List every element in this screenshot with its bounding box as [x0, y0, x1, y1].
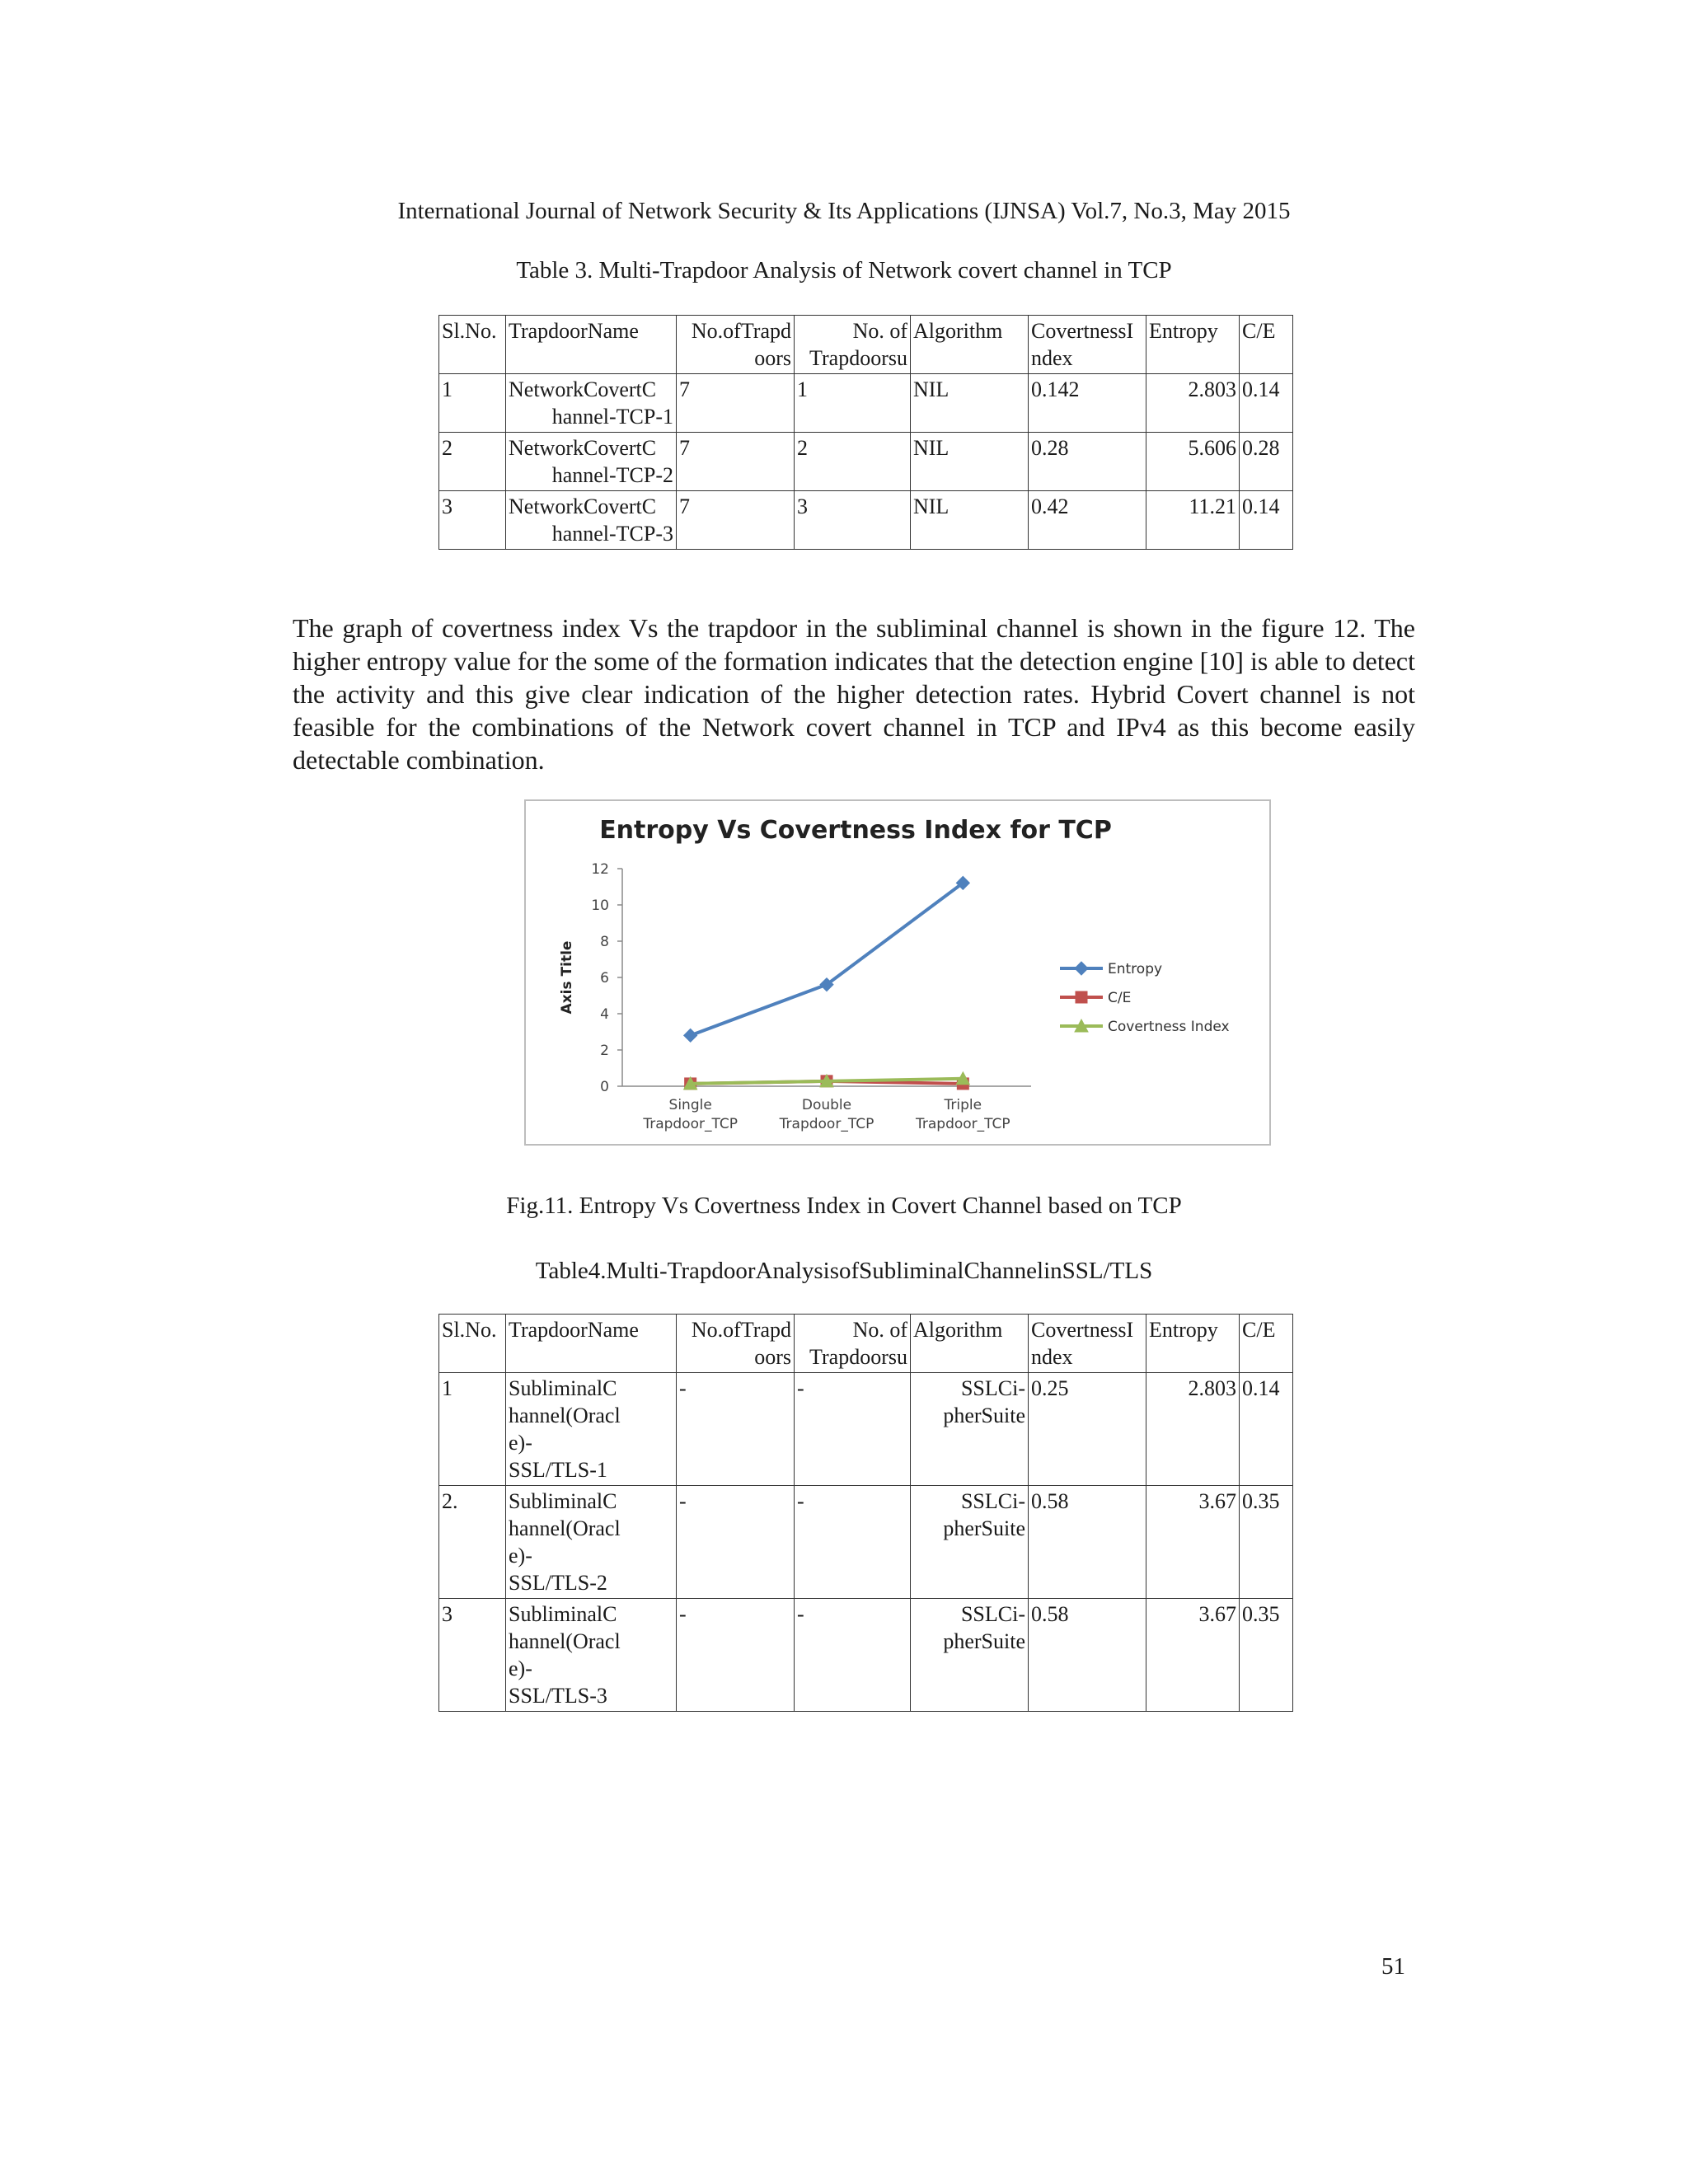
cell-slno: 3 [439, 491, 506, 550]
cell-ce: 0.35 [1240, 1599, 1293, 1712]
table4 [438, 1314, 1293, 1712]
col-header-no-of-trapdoors: No.ofTrapd oors [677, 1315, 795, 1373]
cell-no-of-trapdoors: 7 [677, 374, 795, 433]
cell-trapdoor-name [506, 1373, 677, 1486]
table-row [439, 1486, 1293, 1599]
col-header-entropy: Entropy [1146, 316, 1240, 374]
cell-no-of-trapdoors: - [677, 1486, 795, 1599]
y-tick-label: 6 [600, 970, 609, 987]
name-line: hannel(Oracl [509, 1404, 621, 1427]
cell-covertness: 0.142 [1029, 374, 1146, 433]
name-line: e)- [509, 1657, 532, 1680]
algorithm-line: SSLCi- [960, 1489, 1025, 1513]
name-line: hannel-TCP-3 [551, 522, 673, 546]
x-tick-label: Trapdoor_TCP [643, 1116, 738, 1132]
legend-label: C/E [1108, 990, 1132, 1006]
cell-algorithm: NIL [911, 491, 1029, 550]
legend-label: Covertness Index [1108, 1019, 1230, 1035]
cell-no-of-trapdoors: - [677, 1599, 795, 1712]
cell-trapdoor-name [506, 1486, 677, 1599]
cell-no-of-trapdoors: 7 [677, 491, 795, 550]
page-number: 51 [1381, 1953, 1405, 1980]
cell-entropy: 3.67 [1146, 1599, 1240, 1712]
cell-entropy: 2.803 [1146, 374, 1240, 433]
cell-trapdoor-name [506, 374, 677, 433]
algorithm-line: SSLCi- [960, 1602, 1025, 1626]
cell-covertness: 0.25 [1029, 1373, 1146, 1486]
x-tick-label: Double [801, 1097, 852, 1113]
table-row [439, 1373, 1293, 1486]
y-tick-label: 10 [591, 898, 609, 914]
table-row [439, 374, 1293, 433]
cell-covertness: 0.58 [1029, 1486, 1146, 1599]
name-line: NetworkCovertC [509, 494, 657, 518]
col-header-slno: Sl.No. [439, 1315, 506, 1373]
cell-ce: 0.35 [1240, 1486, 1293, 1599]
name-line: SSL/TLS-1 [509, 1458, 607, 1482]
table3 [438, 315, 1293, 550]
cell-entropy: 2.803 [1146, 1373, 1240, 1486]
cell-algorithm: NIL [911, 374, 1029, 433]
table-row [439, 491, 1293, 550]
cell-algorithm [911, 1599, 1029, 1712]
figure-11 [524, 799, 1271, 1146]
cell-algorithm: NIL [911, 433, 1029, 491]
entropy-chart [526, 801, 1269, 1144]
name-line: hannel(Oracl [509, 1516, 621, 1540]
legend-marker [1075, 962, 1088, 975]
table3-header-row [439, 316, 1293, 374]
col-header-trapdoor-name: TrapdoorName [506, 1315, 677, 1373]
cell-trapdoors-used: 3 [795, 491, 911, 550]
cell-slno: 2. [439, 1486, 506, 1599]
cell-ce: 0.14 [1240, 1373, 1293, 1486]
legend-label: Entropy [1108, 961, 1163, 977]
name-line: SubliminalC [509, 1602, 617, 1626]
algorithm-line: pherSuite [943, 1516, 1025, 1540]
cell-covertness: 0.28 [1029, 433, 1146, 491]
name-line: e)- [509, 1544, 532, 1568]
cell-entropy: 5.606 [1146, 433, 1240, 491]
y-tick-label: 8 [600, 934, 609, 950]
cell-trapdoors-used: - [795, 1373, 911, 1486]
algorithm-line: pherSuite [943, 1404, 1025, 1427]
cell-ce: 0.14 [1240, 491, 1293, 550]
chart-title: Entropy Vs Covertness Index for TCP [599, 816, 1112, 845]
col-header-covertness-index: CovertnessI ndex [1029, 316, 1146, 374]
col-header-algorithm: Algorithm [911, 1315, 1029, 1373]
x-tick-label: Trapdoor_TCP [779, 1116, 874, 1132]
algorithm-line: SSLCi- [960, 1376, 1025, 1400]
name-line: hannel(Oracl [509, 1629, 621, 1653]
cell-trapdoors-used: - [795, 1486, 911, 1599]
x-tick-label: Triple [944, 1097, 982, 1113]
name-line: SSL/TLS-3 [509, 1684, 607, 1708]
name-line: hannel-TCP-1 [551, 405, 673, 429]
table3-caption: Table 3. Multi-Trapdoor Analysis of Network covert channel in TCP [516, 257, 1172, 284]
cell-slno: 1 [439, 1373, 506, 1486]
body-paragraph: The graph of covertness index Vs the trapdoor in the subliminal channel is shown in the figure 12. The higher entropy value for the some of the formation indicates that the detection engine [10] is able to detect the activity and this give clear indication of the higher detection rates. Hybrid Covert channel is not feasible for the combinations of the Network covert channel in TCP and IPv4 as this become easily detectable combination. [293, 613, 1415, 775]
cell-no-of-trapdoors: 7 [677, 433, 795, 491]
cell-algorithm [911, 1486, 1029, 1599]
y-axis-title: Axis Title [559, 940, 575, 1015]
cell-trapdoor-name [506, 433, 677, 491]
y-tick-label: 2 [600, 1043, 609, 1059]
table4-header-row [439, 1315, 1293, 1373]
cell-covertness: 0.58 [1029, 1599, 1146, 1712]
cell-slno: 3 [439, 1599, 506, 1712]
name-line: SSL/TLS-2 [509, 1571, 607, 1595]
col-header-ce: C/E [1240, 1315, 1293, 1373]
cell-slno: 2 [439, 433, 506, 491]
col-header-no-of-trapdoors: No.ofTrapd oors [677, 316, 795, 374]
name-line: hannel-TCP-2 [551, 463, 673, 487]
data-point [684, 1029, 697, 1042]
cell-ce: 0.14 [1240, 374, 1293, 433]
col-header-ce: C/E [1240, 316, 1293, 374]
y-tick-label: 12 [591, 861, 609, 878]
cell-slno: 1 [439, 374, 506, 433]
cell-trapdoor-name [506, 491, 677, 550]
col-header-slno: Sl.No. [439, 316, 506, 374]
x-tick-label: Single [668, 1097, 712, 1113]
table-row [439, 433, 1293, 491]
name-line: NetworkCovertC [509, 377, 657, 401]
table4-caption: Table4.Multi-TrapdoorAnalysisofSubliminalChannelinSSL/TLS [535, 1258, 1153, 1284]
cell-algorithm [911, 1373, 1029, 1486]
legend-marker [1076, 991, 1087, 1003]
cell-trapdoors-used: 2 [795, 433, 911, 491]
algorithm-line: pherSuite [943, 1629, 1025, 1653]
cell-entropy: 11.21 [1146, 491, 1240, 550]
figure-caption: Fig.11. Entropy Vs Covertness Index in Covert Channel based on TCP [506, 1193, 1182, 1219]
series-line-entropy [691, 883, 964, 1035]
running-header: International Journal of Network Security & Its Applications (IJNSA) Vol.7, No.3, May 2015 [397, 198, 1291, 224]
col-header-covertness-index: CovertnessI ndex [1029, 1315, 1146, 1373]
y-tick-label: 4 [600, 1006, 609, 1023]
cell-trapdoors-used: 1 [795, 374, 911, 433]
col-header-trapdoors-used: No. of Trapdoorsu [795, 316, 911, 374]
cell-entropy: 3.67 [1146, 1486, 1240, 1599]
x-tick-label: Trapdoor_TCP [915, 1116, 1010, 1132]
name-line: SubliminalC [509, 1489, 617, 1513]
table-row [439, 1599, 1293, 1712]
y-tick-label: 0 [600, 1079, 609, 1095]
cell-trapdoor-name [506, 1599, 677, 1712]
cell-trapdoors-used: - [795, 1599, 911, 1712]
cell-no-of-trapdoors: - [677, 1373, 795, 1486]
name-line: NetworkCovertC [509, 436, 657, 460]
col-header-trapdoor-name: TrapdoorName [506, 316, 677, 374]
name-line: e)- [509, 1431, 532, 1455]
col-header-algorithm: Algorithm [911, 316, 1029, 374]
col-header-trapdoors-used: No. of Trapdoorsu [795, 1315, 911, 1373]
col-header-entropy: Entropy [1146, 1315, 1240, 1373]
name-line: SubliminalC [509, 1376, 617, 1400]
cell-ce: 0.28 [1240, 433, 1293, 491]
cell-covertness: 0.42 [1029, 491, 1146, 550]
